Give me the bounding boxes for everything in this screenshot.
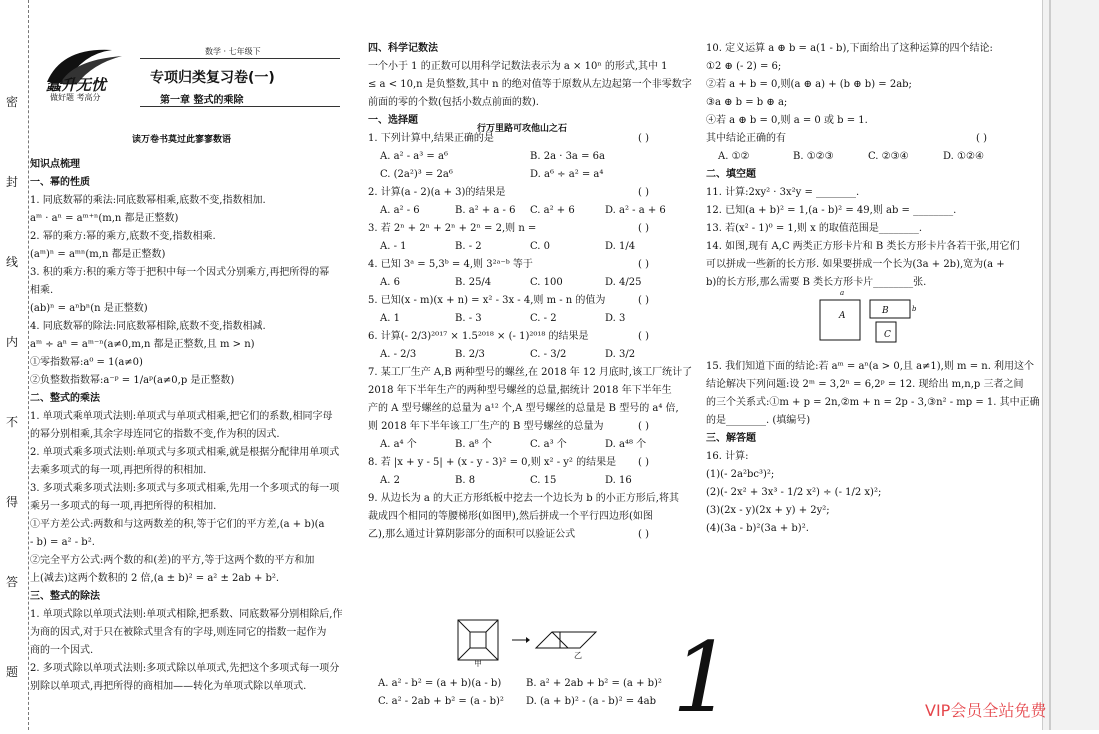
answer-option-a: C. (2a²)³ = 2a⁶ <box>380 169 453 180</box>
q14-figure <box>818 290 928 352</box>
answer-option-d: D. 3/2 <box>605 349 636 360</box>
text-line <box>30 660 360 678</box>
question-stem <box>706 130 1036 148</box>
answer-option-b: B. ①②③ <box>793 151 834 162</box>
answer-option-b: B. - 2 <box>455 241 482 252</box>
line-text: 的三个关系式:①m + p = 2n,②m + n = 2p - 3,③n² - mp = 1. 其中正确 <box>706 397 1040 408</box>
text-line <box>30 336 360 354</box>
question-stem <box>368 292 698 310</box>
answer-option-b: D. a⁶ ÷ a² = a⁴ <box>530 169 604 180</box>
answer-option-d: D. 4/25 <box>605 277 642 288</box>
line-text: 10. 定义运算 a ⊕ b = a(1 - b),下面给出了这种运算的四个结论: <box>706 43 993 54</box>
text-line <box>706 40 1036 58</box>
line-text: 2018 年下半年生产的两种型号螺丝的总量,据统计 2018 年下半年生 <box>368 385 672 396</box>
line-text: 3. 若 2ⁿ + 2ⁿ + 2ⁿ + 2ⁿ = 2,则 n = <box>368 223 537 234</box>
line-text: 乘另一多项式的每一项,再把所得的积相加. <box>30 501 217 512</box>
section-heading <box>30 390 360 408</box>
answer-options <box>368 148 698 166</box>
text-line <box>706 502 1036 520</box>
right-column <box>706 40 1036 292</box>
text-line <box>30 642 360 660</box>
answer-option-a: A. 1 <box>380 313 400 324</box>
text-line <box>30 606 360 624</box>
line-text: 15. 我们知道下面的结论:若 aᵐ = aⁿ(a > 0,且 a≠1),则 m = n. 利用这个 <box>706 361 1035 372</box>
text-line <box>368 58 698 76</box>
line-text: (3)(2x - y)(2x + y) + 2y²; <box>706 505 830 516</box>
text-line <box>706 520 1036 538</box>
line-text: b)的长方形,那么需要 B 类长方形卡片________张. <box>706 277 927 288</box>
text-line <box>30 282 360 300</box>
left-column <box>30 156 360 696</box>
text-line <box>30 372 360 390</box>
line-text: 16. 计算: <box>706 451 749 462</box>
line-text: 商的一个因式. <box>30 645 94 656</box>
text-line <box>30 318 360 336</box>
text-line <box>30 678 360 696</box>
fig14-label-C: C <box>884 330 891 340</box>
answer-paren: ( ) <box>638 295 649 306</box>
section-heading <box>368 112 698 130</box>
text-line <box>30 444 360 462</box>
text-line <box>30 534 360 552</box>
line-text: 一、幂的性质 <box>30 177 90 188</box>
text-line <box>706 58 1036 76</box>
line-text: ①2 ⊕ (- 2) = 6; <box>706 61 782 72</box>
line-text: 可以拼成一些新的长方形. 如果要拼成一个长为(3a + 2b),宽为(a + <box>706 259 1005 270</box>
line-text: ①平方差公式:两数和与这两数差的积,等于它们的平方差,(a + b)(a <box>30 519 325 530</box>
line-text: 一、选择题 <box>368 115 418 126</box>
line-text: 1. 同底数幂的乘法:同底数幂相乘,底数不变,指数相加. <box>30 195 266 206</box>
text-line <box>368 382 698 400</box>
line-text: 2. 单项式乘多项式法则:单项式与多项式相乘,就是根据分配律用单项式 <box>30 447 340 458</box>
line-text: 13. 若(x² - 1)⁰ = 1,则 x 的取值范围是________. <box>706 223 923 234</box>
question-stem <box>368 454 698 472</box>
answer-option-d: D. 16 <box>605 475 632 486</box>
line-text: 3. 积的乘方:积的乘方等于把积中每一个因式分别乘方,再把所得的幂 <box>30 267 330 278</box>
line-text: 8. 若 |x + y - 5| + (x - y - 3)² = 0,则 x² - y² 的结果是 <box>368 457 617 468</box>
binding-char: 封 <box>6 175 19 189</box>
binding-char: 线 <box>6 255 19 269</box>
text-line <box>368 508 698 526</box>
line-text: - b) = a² - b². <box>30 537 95 548</box>
text-line <box>706 376 1036 394</box>
text-line <box>30 192 360 210</box>
fig14-label-a: a <box>840 289 845 297</box>
answer-option-b: B. a² + a - 6 <box>455 205 516 216</box>
header-rule <box>140 58 340 59</box>
answer-option-b: B. a⁸ 个 <box>455 439 492 450</box>
text-line <box>30 300 360 318</box>
line-text: 4. 同底数幂的除法:同底数幂相除,底数不变,指数相减. <box>30 321 266 332</box>
question-stem <box>368 328 698 346</box>
answer-paren: ( ) <box>638 421 649 432</box>
answer-paren: ( ) <box>638 457 649 468</box>
answer-option-c: C. a³ 个 <box>530 439 567 450</box>
question-stem <box>368 220 698 238</box>
series-label: 数学 · 七年级下 <box>205 47 261 56</box>
answer-option-c: C. - 2 <box>530 313 557 324</box>
text-line <box>30 498 360 516</box>
line-text: 结论解决下列问题:设 2ᵐ = 3,2ⁿ = 6,2ᵖ = 12. 现给出 m,n,p 三者之间 <box>706 379 1024 390</box>
text-line <box>706 484 1036 502</box>
line-text: 上(减去)这两个数积的 2 倍,(a ± b)² = a² ± 2ab + b². <box>30 573 280 584</box>
line-text: 去乘多项式的每一项,再把所得的积相加. <box>30 465 207 476</box>
answer-options <box>368 166 698 184</box>
text-line <box>368 400 698 418</box>
answer-options <box>368 436 698 454</box>
line-text: 的是________. (填编号) <box>706 415 811 426</box>
line-text: (2)(- 2x² + 3x³ - 1/2 x²) ÷ (- 1/2 x)²; <box>706 487 882 498</box>
answer-options <box>368 310 698 328</box>
question-stem <box>368 526 698 544</box>
text-line <box>30 246 360 264</box>
line-text: 14. 如图,现有 A,C 两类正方形卡片和 B 类长方形卡片各若干张,用它们 <box>706 241 1020 252</box>
text-line <box>706 112 1036 130</box>
text-line <box>30 354 360 372</box>
answer-option-a: A. 2 <box>380 475 400 486</box>
answer-option-c: C. ②③④ <box>868 151 909 162</box>
answer-option-a: A. a⁴ 个 <box>380 439 417 450</box>
answer-option-a: A. a² - 6 <box>380 205 420 216</box>
line-text: ④若 a ⊕ b = 0,则 a = 0 或 b = 1. <box>706 115 868 126</box>
fill-in-question <box>706 184 1036 202</box>
answer-option-c: C. - 3/2 <box>530 349 567 360</box>
line-text: 3. 多项式乘多项式法则:多项式与多项式相乘,先用一个多项式的每一项 <box>30 483 340 494</box>
watermark: VIP会员全站免费 <box>925 701 1047 720</box>
page-title: 专项归类复习卷(一) <box>150 70 275 86</box>
motto-mid: 行万里路可攻他山之石 <box>477 124 568 134</box>
answer-option-b: B. 2a · 3a = 6a <box>530 151 605 162</box>
text-line <box>706 412 1036 430</box>
answer-paren: ( ) <box>638 259 649 270</box>
page-number: 1 <box>672 622 734 734</box>
fill-in-question <box>706 202 1036 220</box>
line-text: ②若 a + b = 0,则(a ⊕ a) + (b ⊕ b) = 2ab; <box>706 79 912 90</box>
line-text: ≤ a < 10,n 是负整数,其中 n 的绝对值等于原数从左边起第一个非零数字 <box>368 79 692 90</box>
logo <box>42 42 132 102</box>
answer-paren: ( ) <box>638 331 649 342</box>
section-heading <box>706 430 1036 448</box>
answer-paren: ( ) <box>638 187 649 198</box>
line-text: (1)(- 2a²bc³)²; <box>706 469 775 480</box>
line-text: 7. 某工厂生产 A,B 两种型号的螺丝,在 2018 年 12 月底时,该工厂统计了 <box>368 367 693 378</box>
line-text: 2. 计算(a - 2)(a + 3)的结果是 <box>368 187 506 198</box>
line-text: 裁成四个相同的等腰梯形(如图甲),然后拼成一个平行四边形(如图 <box>368 511 653 522</box>
section-heading <box>30 588 360 606</box>
line-text: 2. 多项式除以单项式法则:多项式除以单项式,先把这个多项式每一项分 <box>30 663 340 674</box>
answer-option-c: C. 100 <box>530 277 563 288</box>
line-text: (aᵐ)ⁿ = aᵐⁿ(m,n 都是正整数) <box>30 249 166 260</box>
text-line <box>368 76 698 94</box>
header-rule-2 <box>140 106 340 107</box>
line-text: aᵐ ÷ aⁿ = aᵐ⁻ⁿ(a≠0,m,n 都是正整数,且 m > n) <box>30 339 255 350</box>
question-stem <box>368 130 698 148</box>
q9-option-a: A. a² - b² = (a + b)(a - b) <box>378 678 502 689</box>
line-text: (4)(3a - b)²(3a + b)². <box>706 523 809 534</box>
text-line <box>30 228 360 246</box>
text-line <box>30 624 360 642</box>
fill-in-question <box>706 220 1036 238</box>
text-line <box>30 210 360 228</box>
text-line <box>706 76 1036 94</box>
binding-strip <box>0 0 29 730</box>
line-text: 乙),那么通过计算阴影部分的面积可以验证公式 <box>368 529 576 540</box>
text-line <box>30 570 360 588</box>
line-text: 产的 A 型号螺丝的总量为 a¹² 个,A 型号螺丝的总量是 B 型号的 a⁴ 倍, <box>368 403 679 414</box>
line-text: 1. 单项式乘单项式法则:单项式与单项式相乘,把它们的系数,相同字母 <box>30 411 333 422</box>
line-text: 2. 幂的乘方:幂的乘方,底数不变,指数相乘. <box>30 231 216 242</box>
section-heading <box>30 156 360 174</box>
fig14-label-A: A <box>839 311 846 321</box>
answer-paren: ( ) <box>638 223 649 234</box>
line-text: 三、解答题 <box>706 433 756 444</box>
line-text: ②负整数指数幂:a⁻ᵖ = 1/aᵖ(a≠0,p 是正整数) <box>30 375 235 386</box>
line-text: 二、填空题 <box>706 169 756 180</box>
binding-char: 题 <box>6 665 19 679</box>
q9-option-d: D. (a + b)² - (a - b)² = 4ab <box>526 696 657 707</box>
answer-option-d: D. ①②④ <box>943 151 984 162</box>
answer-options <box>368 238 698 256</box>
text-line <box>706 466 1036 484</box>
line-text: 别除以单项式,再把所得的商相加——转化为单项式除以单项式. <box>30 681 307 692</box>
right-column-lower <box>706 358 1040 538</box>
answer-option-d: D. 1/4 <box>605 241 636 252</box>
line-text: 四、科学记数法 <box>368 43 438 54</box>
line-text: 4. 已知 3ᵃ = 5,3ᵇ = 4,则 3²ᵃ⁻ᵇ 等于 <box>368 259 533 270</box>
answer-paren: ( ) <box>976 133 987 144</box>
binding-char: 不 <box>6 415 19 429</box>
answer-options <box>706 148 1036 166</box>
answer-option-b: B. - 3 <box>455 313 482 324</box>
q9-option-c: C. a² - 2ab + b² = (a - b)² <box>378 696 504 707</box>
answer-option-c: C. 0 <box>530 241 551 252</box>
answer-option-d: D. a⁴⁸ 个 <box>605 439 647 450</box>
page-edge <box>1042 0 1099 730</box>
line-text: 为商的因式,对于只在被除式里含有的字母,则连同它的指数一起作为 <box>30 627 327 638</box>
text-line <box>706 358 1036 376</box>
line-text: 9. 从边长为 a 的大正方形纸板中挖去一个边长为 b 的小正方形后,将其 <box>368 493 679 504</box>
text-line <box>30 516 360 534</box>
text-line <box>30 552 360 570</box>
answer-option-b: B. 8 <box>455 475 476 486</box>
answer-option-a: A. 6 <box>380 277 400 288</box>
text-line <box>30 480 360 498</box>
question-stem <box>368 184 698 202</box>
line-text: 12. 已知(a + b)² = 1,(a - b)² = 49,则 ab = ________. <box>706 205 957 216</box>
answer-options <box>368 346 698 364</box>
answer-option-c: C. a² + 6 <box>530 205 575 216</box>
answer-option-a: A. ①② <box>718 151 750 162</box>
line-text: 1. 单项式除以单项式法则:单项式相除,把系数、同底数幂分别相除后,作 <box>30 609 343 620</box>
text-line <box>706 238 1036 256</box>
binding-char: 密 <box>6 95 19 109</box>
section-heading <box>30 174 360 192</box>
answer-options <box>368 472 698 490</box>
line-text: 的幂分别相乘,其余字母连同它的指数不变,作为积的因式. <box>30 429 280 440</box>
fig14-label-b: b <box>912 305 917 313</box>
line-text: 相乘. <box>30 285 54 296</box>
answer-options <box>368 274 698 292</box>
line-text: 三、整式的除法 <box>30 591 100 602</box>
line-text: 1. 下列计算中,结果正确的是 <box>368 133 494 144</box>
text-line <box>706 256 1036 274</box>
text-line <box>368 94 698 112</box>
answer-paren: ( ) <box>638 133 649 144</box>
text-line <box>706 448 1036 466</box>
text-line <box>30 264 360 282</box>
line-text: ②完全平方公式:两个数的和(差)的平方,等于这两个数的平方和加 <box>30 555 315 566</box>
text-line <box>30 426 360 444</box>
q9-option-b: B. a² + 2ab + b² = (a + b)² <box>526 678 662 689</box>
line-text: 前面的零的个数(包括小数点前面的数). <box>368 97 539 108</box>
line-text: 知识点梳理 <box>30 159 80 170</box>
line-text: 6. 计算(- 2/3)²⁰¹⁷ × 1.5²⁰¹⁸ × (- 1)²⁰¹⁸ 的结果是 <box>368 331 589 342</box>
fig9-label-yi: 乙 <box>574 651 582 660</box>
answer-option-a: A. a² - a³ = a⁶ <box>380 151 448 162</box>
question-stem <box>368 256 698 274</box>
logo-main-text: 蠢升无忧 <box>46 76 107 94</box>
text-line <box>368 364 698 382</box>
answer-option-a: A. - 2/3 <box>380 349 417 360</box>
line-text: 一个小于 1 的正数可以用科学记数法表示为 a × 10ⁿ 的形式,其中 1 <box>368 61 668 72</box>
section-heading <box>368 40 698 58</box>
logo-sub-text: 做好题 考高分 <box>50 93 101 102</box>
text-line <box>706 394 1040 412</box>
fig9-label-jia: 甲 <box>474 659 482 668</box>
question-stem <box>368 418 698 436</box>
chapter-title: 第一章 整式的乘除 <box>160 95 244 106</box>
binding-char: 内 <box>6 335 19 349</box>
motto-left: 读万卷书莫过此寥寥数语 <box>132 135 232 145</box>
text-line <box>30 462 360 480</box>
answer-option-a: A. - 1 <box>380 241 407 252</box>
section-heading <box>706 166 1036 184</box>
text-line <box>706 94 1036 112</box>
line-text: 11. 计算:2xy² · 3x²y = ________. <box>706 187 860 198</box>
line-text: (ab)ⁿ = aⁿbⁿ(n 是正整数) <box>30 303 148 314</box>
text-line <box>30 408 360 426</box>
line-text: 其中结论正确的有 <box>706 133 786 144</box>
answer-paren: ( ) <box>638 529 649 540</box>
answer-options <box>368 202 698 220</box>
line-text: 5. 已知(x - m)(x + n) = x² - 3x - 4,则 m - n 的值为 <box>368 295 606 306</box>
line-text: ①零指数幂:a⁰ = 1(a≠0) <box>30 357 143 368</box>
answer-option-d: D. 3 <box>605 313 626 324</box>
line-text: 则 2018 年下半年该工厂生产的 B 型号螺丝的总量为 <box>368 421 604 432</box>
line-text: ③a ⊕ b = b ⊕ a; <box>706 97 788 108</box>
middle-column <box>368 40 698 544</box>
binding-char: 得 <box>6 495 19 509</box>
line-text: aᵐ · aⁿ = aᵐ⁺ⁿ(m,n 都是正整数) <box>30 213 179 224</box>
fig14-label-B: B <box>882 306 889 316</box>
line-text: 二、整式的乘法 <box>30 393 100 404</box>
answer-option-b: B. 2/3 <box>455 349 485 360</box>
binding-char: 答 <box>6 575 19 589</box>
answer-option-b: B. 25/4 <box>455 277 492 288</box>
text-line <box>368 490 698 508</box>
answer-option-d: D. a² - a + 6 <box>605 205 666 216</box>
answer-option-c: C. 15 <box>530 475 557 486</box>
